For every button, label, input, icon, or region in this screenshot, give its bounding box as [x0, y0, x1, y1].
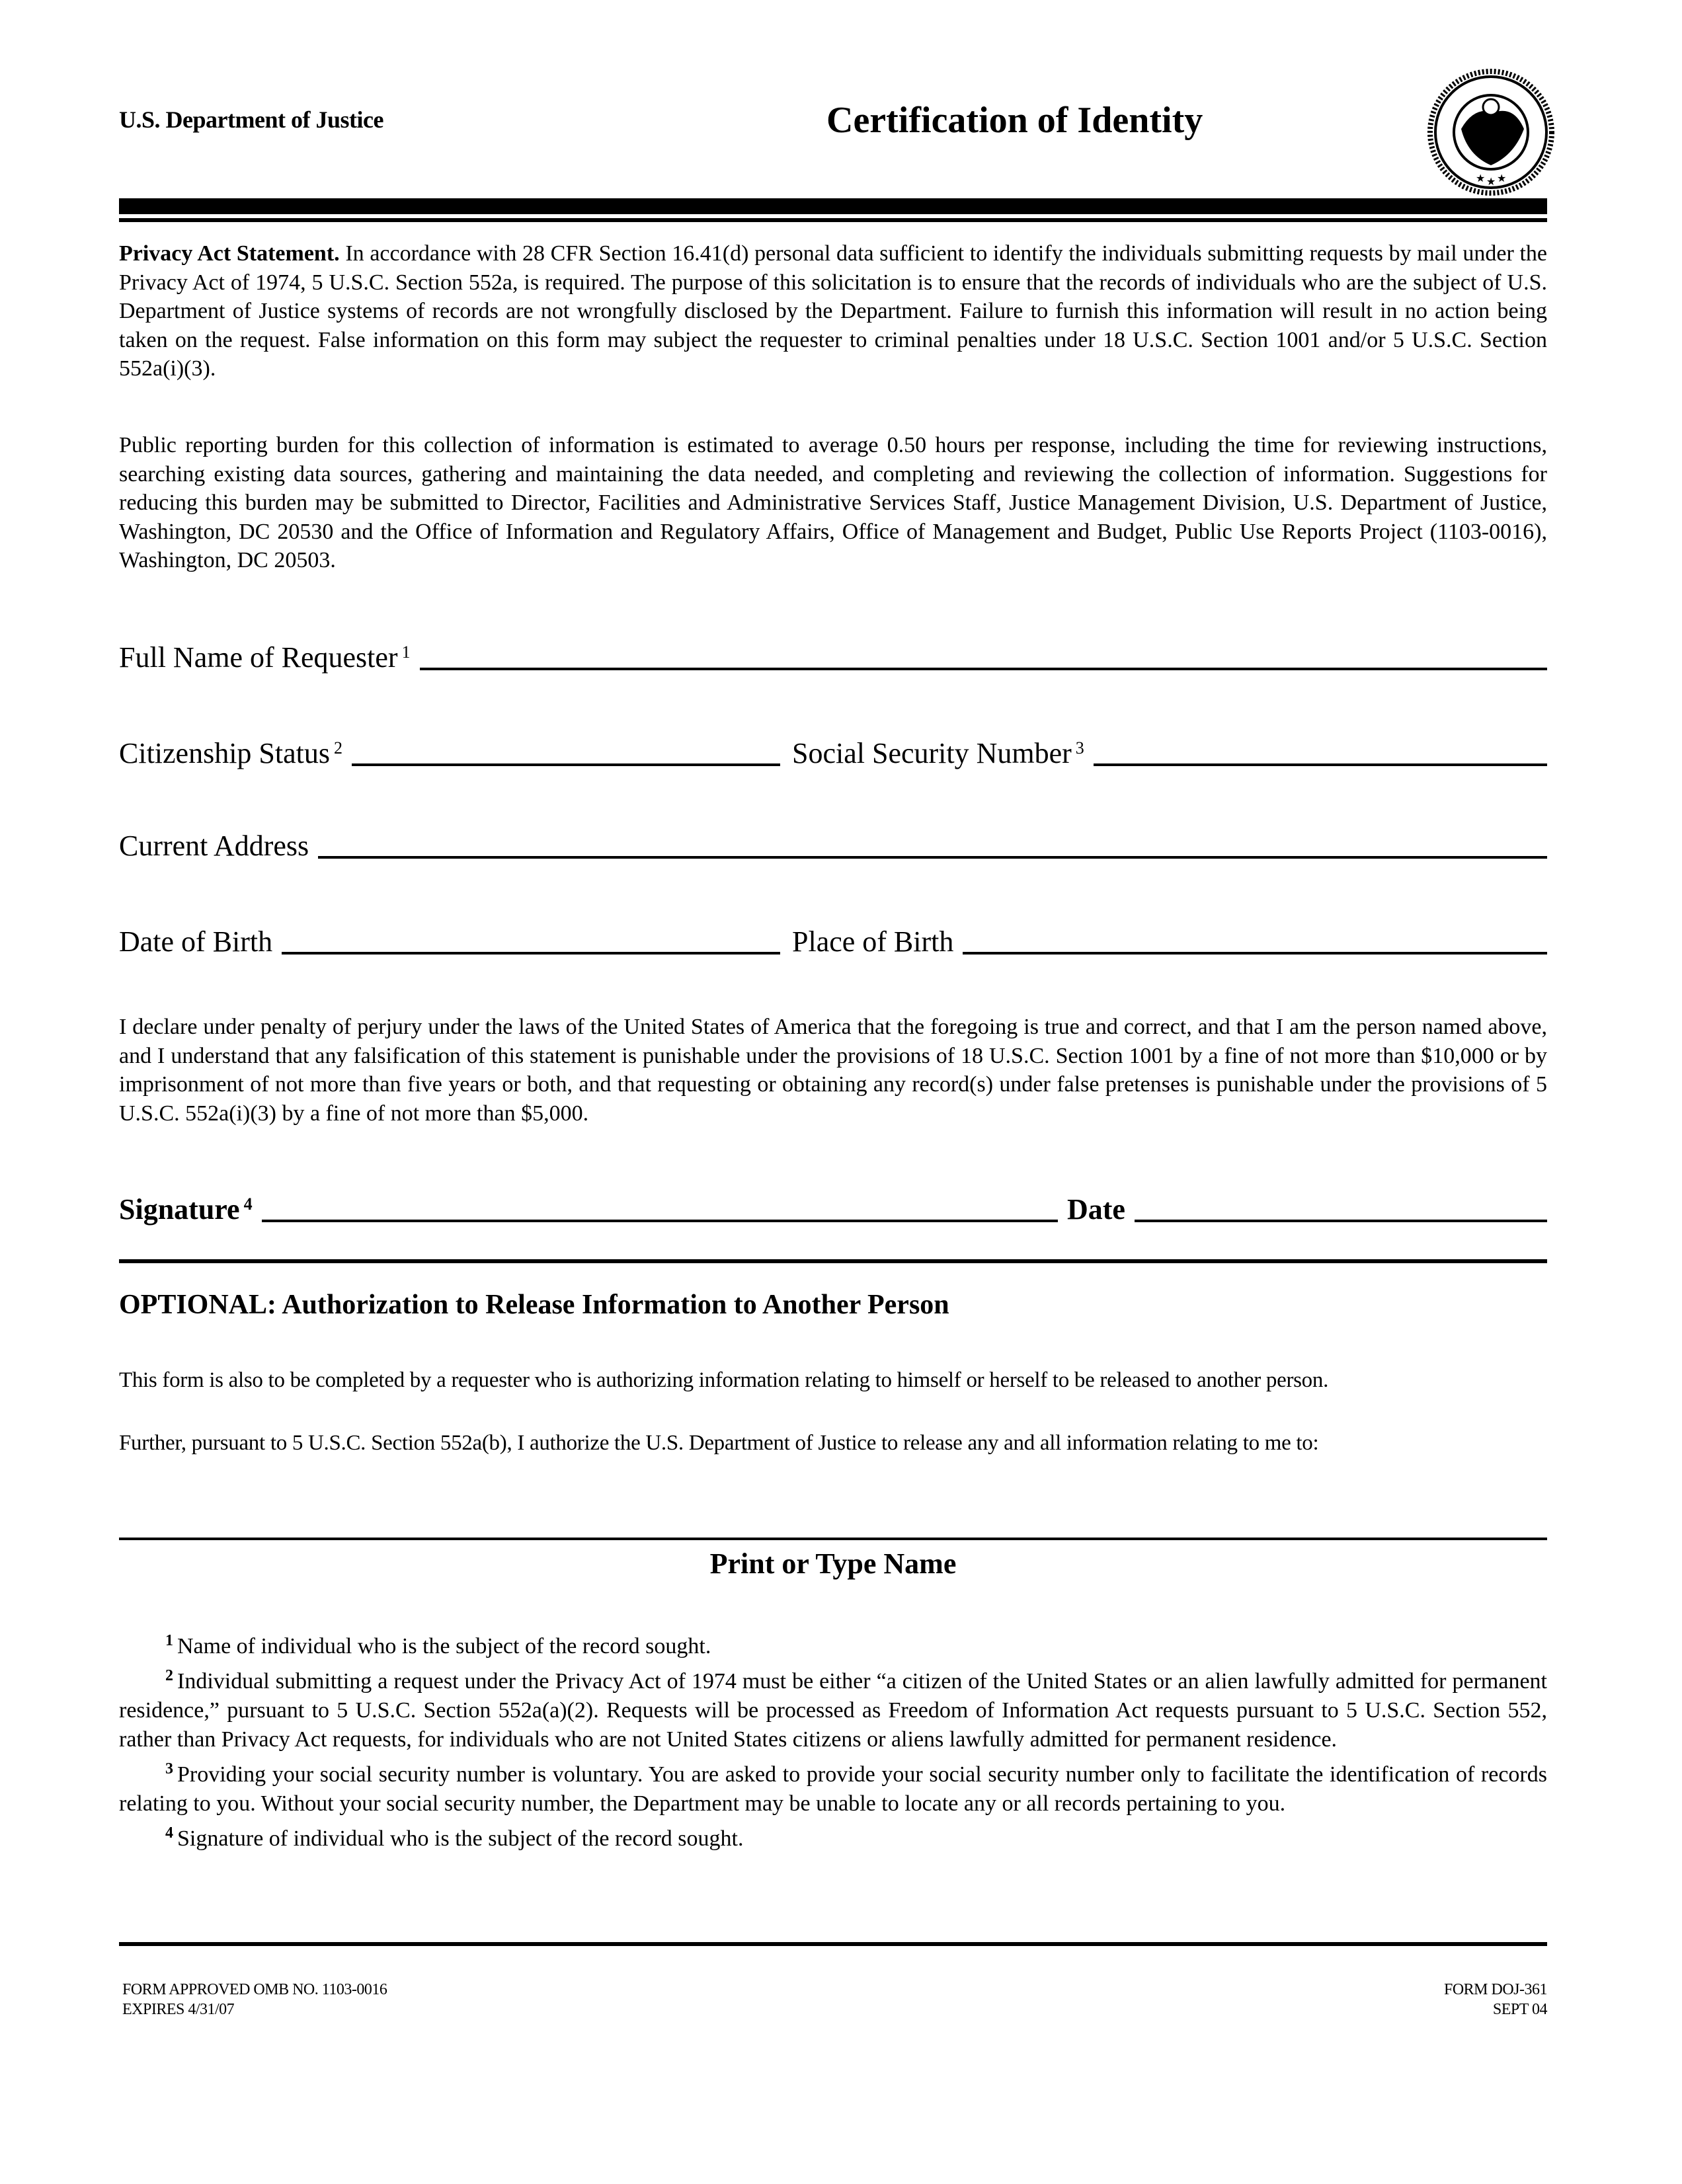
optional-section-heading: OPTIONAL: Authorization to Release Information to Another Person — [119, 1290, 949, 1320]
form-title: Certification of Identity — [826, 100, 1203, 141]
footnotes — [119, 1626, 1547, 1853]
burden-statement: Public reporting burden for this collection of information is estimated to average 0.50 hours per response, including the time for reviewing instructions, searching existing data sources, gathering and maintaining the data needed, and completing and reviewing the collection of information. Suggestions for reducing this burden may be submitted to Director, Facilities and Administrative Services Staff, Justice Management Division, U.S. Department of Justice, Washington, DC 20530 and the Office of Information and Regulatory Affairs, Office of Management and Budget, Public Use Reports Project (1103-0016), Washington, DC 20503. — [119, 433, 1547, 572]
citizenship-ssn-row — [119, 730, 1547, 770]
print-name-input[interactable] — [119, 1494, 1550, 1536]
dob-input[interactable] — [282, 924, 780, 955]
signature-label: Signature $^4$ — [119, 1193, 253, 1226]
address-input[interactable] — [318, 828, 1547, 859]
section-divider — [119, 1259, 1547, 1263]
address-row — [119, 823, 1547, 863]
citizenship-input[interactable] — [352, 736, 780, 766]
full-name-label: Full Name of Requester $^1$ — [119, 641, 411, 674]
signature-row — [119, 1187, 1547, 1226]
date-label: Date — [1067, 1193, 1125, 1226]
svg-text:★: ★ — [1486, 176, 1496, 188]
expiration: EXPIRES 4/31/07 — [122, 2001, 235, 2018]
svg-text:★: ★ — [1476, 173, 1486, 184]
date-input[interactable] — [1135, 1192, 1547, 1222]
perjury-declaration: I declare under penalty of perjury under the laws of the United States of America that the foregoing is true and correct, and that I am the person named above, and I understand that any falsification of this statement is punishable under the provisions of 18 U.S.C. Section 1001 by a fine of not more than $10,000 or by imprisonment of not more than five years or both, and that requesting or obtaining any record(s) under false pretenses is punishable under the provisions of 5 U.S.C. 552a(i)(3) by a fine of not more than $5,000. — [119, 1015, 1547, 1126]
ssn-label: Social Security Number $^3$ — [792, 737, 1084, 769]
full-name-row — [119, 635, 1547, 674]
doj-seal-icon — [1422, 66, 1560, 198]
privacy-act-body: In accordance with 28 CFR Section 16.41(d) personal data sufficient to identify the individuals submitting requests by mail under the Privacy Act of 1974, 5 U.S.C. Section 552a, is required. The purpose of this solicitation is to ensure that the records of individuals who are the subject of U.S. Department of Justice systems of records are not wrongfully disclosed by the Department. Failure to furnish this information will result in no action being taken on the request. False information on this form may subject the requester to criminal penalties under 18 U.S.C. Section 1001 and/or 5 U.S.C. Section 552a(i)(3). — [119, 241, 1547, 381]
form-number: FORM DOJ-361 — [1443, 1981, 1547, 1998]
agency-name: U.S. Department of Justice — [119, 106, 383, 133]
citizenship-label: Citizenship Status $^2$ — [119, 737, 342, 769]
pob-input[interactable] — [963, 924, 1547, 955]
print-name-label: Print or Type Name — [709, 1547, 957, 1580]
footnote-3: $^3$ Providing your social security number is voluntary. You are asked to provide your social security number only to facilitate the identification of records relating to you. Without your social security number, the Department may be unable to locate any or all records pertaining to you. — [119, 1760, 1547, 1816]
footer-rule — [119, 1942, 1547, 1946]
footnote-1: $^1$ Name of individual who is the subject of the record sought. — [165, 1632, 711, 1658]
dob-label: Date of Birth — [119, 925, 273, 958]
svg-text:★: ★ — [1497, 173, 1507, 184]
footer-form-info — [1444, 1980, 1547, 2019]
pob-label: Place of Birth — [792, 925, 954, 958]
header-rule-thin — [119, 218, 1547, 222]
footer-omb-info — [122, 1980, 387, 2019]
form-date: SEPT 04 — [1492, 2001, 1547, 2018]
privacy-act-statement — [119, 239, 1547, 383]
signature-input[interactable] — [262, 1192, 1058, 1222]
footnote-2: $^2$ Individual submitting a request under the Privacy Act of 1974 must be either “a citizen of the United States or an alien lawfully admitted for permanent residence,” pursuant to 5 U.S.C. Section 552a(a)(2). Requests will be processed as Freedom of Information Act requests pursuant to 5 U.S.C. Section 552, rather than Privacy Act requests, for individuals who are not United States citizens or aliens lawfully admitted for permanent residence. — [119, 1667, 1547, 1752]
optional-authorization: Further, pursuant to 5 U.S.C. Section 552a(b), I authorize the U.S. Department of Justice to release any and all information relating to me to: — [119, 1431, 1319, 1455]
omb-number: FORM APPROVED OMB NO. 1103-0016 — [122, 1981, 387, 1998]
full-name-input[interactable] — [420, 640, 1547, 670]
ssn-input[interactable] — [1094, 736, 1547, 766]
print-name-line — [119, 1538, 1547, 1540]
privacy-act-heading: Privacy Act Statement. — [119, 241, 340, 266]
header-rule-thick — [119, 198, 1547, 214]
footnote-4: $^4$ Signature of individual who is the subject of the record sought. — [165, 1824, 744, 1851]
birth-row — [119, 919, 1547, 958]
optional-description: This form is also to be completed by a requester who is authorizing information relating to himself or herself to be released to another person. — [119, 1368, 1329, 1392]
address-label: Current Address — [119, 830, 309, 862]
